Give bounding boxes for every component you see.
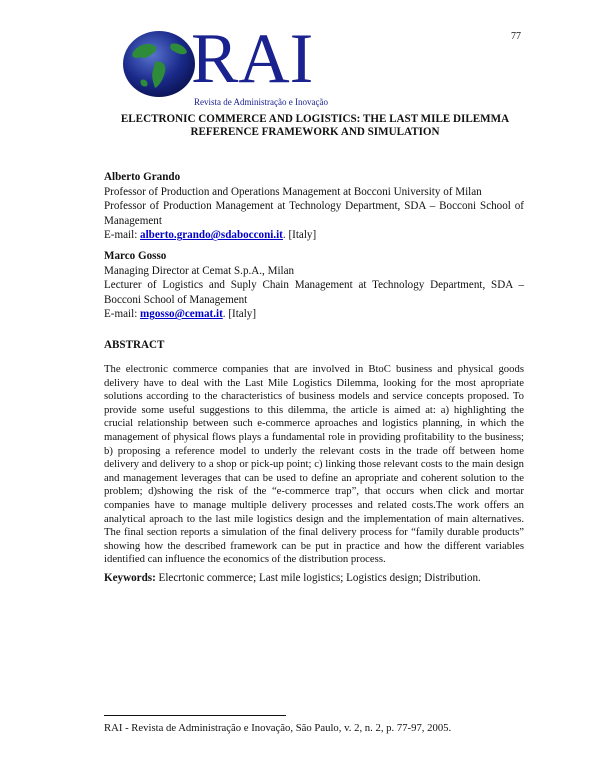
author-affiliation: Professor of Production and Operations Management at Bocconi University of Milan <box>104 185 482 198</box>
author-affiliation: Professor of Production Management at Technology Department, SDA – Bocconi School of Management <box>104 200 524 227</box>
author-email-line <box>104 228 524 243</box>
author-1 <box>104 170 524 243</box>
email-suffix: . [Italy] <box>222 308 257 321</box>
paper-title-line-1: ELECTRONIC COMMERCE AND LOGISTICS: THE LAST MILE DILEMMA <box>120 113 510 125</box>
author-name: Marco Gosso <box>104 250 167 262</box>
author-affiliation: Managing Director at Cemat S.p.A., Milan <box>104 264 295 277</box>
abstract-heading: ABSTRACT <box>104 339 165 351</box>
paper-title-line-2: REFERENCE FRAMEWORK AND SIMULATION <box>190 126 440 138</box>
keywords-label: Keywords: <box>104 572 156 584</box>
keywords <box>104 571 544 585</box>
author-email-link[interactable]: alberto.grando@sdabocconi.it <box>140 229 283 242</box>
abstract-body: The electronic commerce companies that are involved in BtoC business and physical goods delivery have to deal with the Last Mile Logistics Dilemma, looking for the most apropriate solutions according to the characteristics of business models and service concepts proposed. To provide some useful suggestions to this dilemma, the article is aimed at: a) highlighting the crucial relationship between such e-commerce aproaches and logistics planning, in which the management of physical flows plays a fundamental role in providing profitability to the business; b) proposing a reference model to underly the relevant costs in the trade off between home delivery and delivery to a shop or pick-up point; c) linking those relevant costs to the main design and management leverages that can be used to define an apropriate and coherent solution to the problem; d)showing the risk of the “e-commerce trap”, that occurs when click and mortar companies have to manage multiple delivery processes and related costs.The work offers an analytical aproach to the last mile logistics design and the implementation of main alternatives. The final section reports a simulation of the final delivery process for “family durable products” showing how the described framework can be put in practice and how the different variables identified can influence the economics of the distribution process. <box>104 363 524 566</box>
author-email-line <box>104 307 524 322</box>
globe-icon <box>119 26 199 106</box>
author-affiliation: Lecturer of Logistics and Suply Chain Management at Technology Department, SDA – Bocconi School of Management <box>104 279 524 306</box>
email-suffix: . [Italy] <box>282 229 317 242</box>
author-email-link[interactable]: mgosso@cemat.it <box>140 308 223 321</box>
footer-divider <box>104 715 286 716</box>
logo-letters: RAI <box>191 20 314 98</box>
logo-subtitle: Revista de Administração e Inovação <box>194 97 328 107</box>
email-label: E-mail: <box>104 308 141 321</box>
author-2 <box>104 249 524 322</box>
author-name: Alberto Grando <box>104 171 181 183</box>
page-number: 77 <box>511 31 521 42</box>
paper-title <box>105 113 525 139</box>
journal-logo <box>119 20 329 112</box>
footer-citation: RAI - Revista de Administração e Inovação, São Paulo, v. 2, n. 2, p. 77-97, 2005. <box>104 722 452 734</box>
email-label: E-mail: <box>104 229 141 242</box>
keywords-text: Elecrtonic commerce; Last mile logistics; Logistics design; Distribution. <box>155 572 481 584</box>
